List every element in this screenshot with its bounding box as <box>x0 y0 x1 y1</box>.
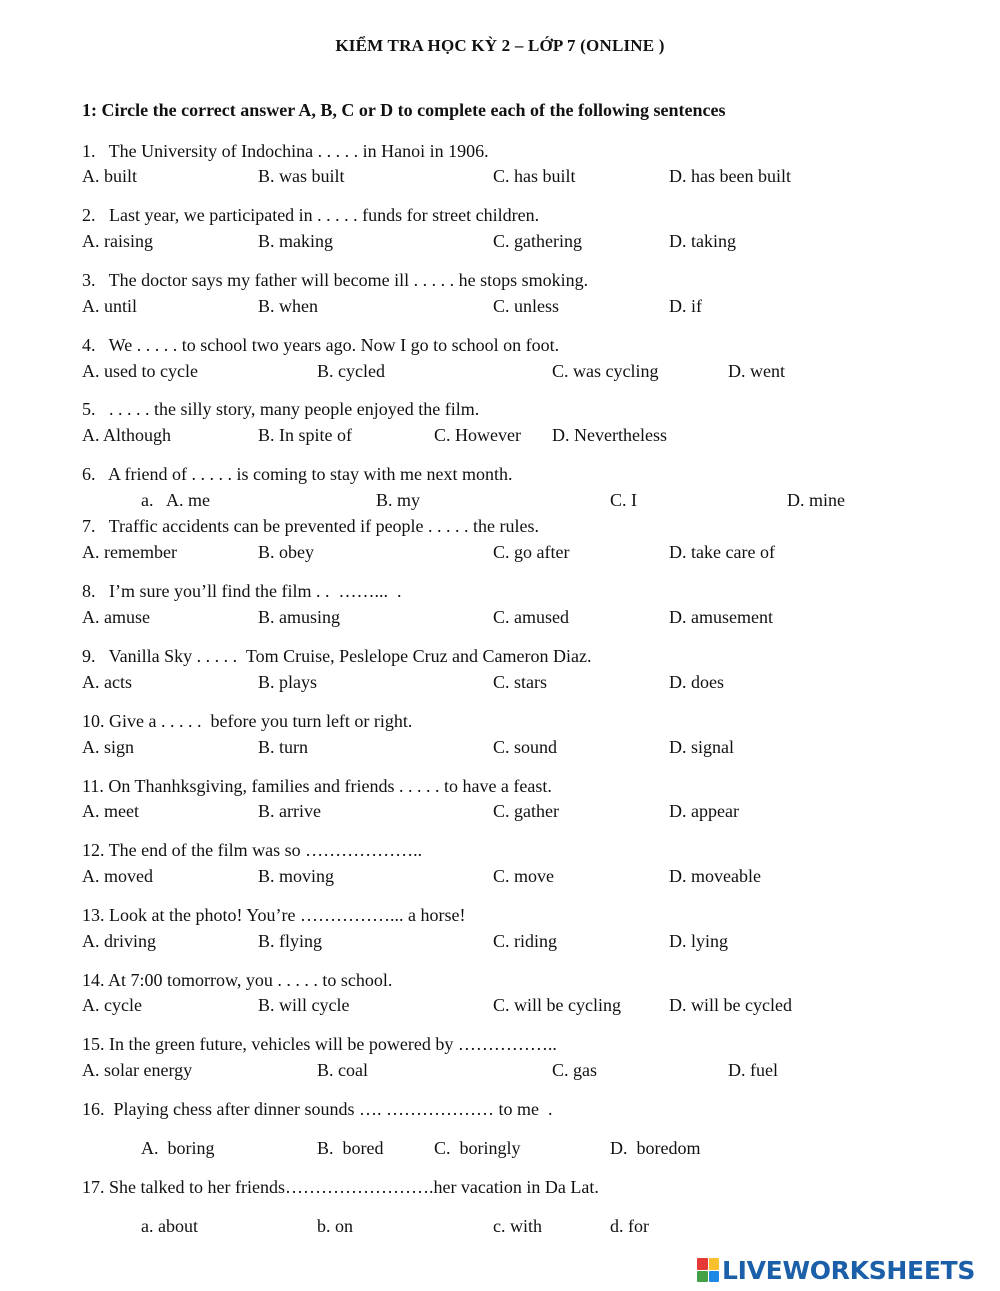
q2-option-b[interactable]: B. making <box>258 231 333 251</box>
q12-option-a[interactable]: A. moved <box>82 866 153 886</box>
q12-option-c[interactable]: C. move <box>493 866 554 886</box>
q5-option-c[interactable]: C. However <box>434 425 521 445</box>
q13-option-a[interactable]: A. driving <box>82 931 156 951</box>
question-12: 12. The end of the film was so ……………….. <box>82 840 423 860</box>
q15-option-b[interactable]: B. coal <box>317 1060 368 1080</box>
q16-option-b[interactable]: B. bored <box>317 1138 384 1158</box>
q9-option-a[interactable]: A. acts <box>82 672 132 692</box>
q8-option-b[interactable]: B. amusing <box>258 607 341 627</box>
question-14: 14. At 7:00 tomorrow, you . . . . . to school. <box>82 970 393 990</box>
q8-option-c[interactable]: C. amused <box>493 607 569 627</box>
question-13: 13. Look at the photo! You’re ……………... a horse! <box>82 905 466 925</box>
q5-option-d[interactable]: D. Nevertheless <box>552 425 667 445</box>
liveworksheets-logo-icon <box>697 1258 719 1282</box>
q10-option-d[interactable]: D. signal <box>669 737 734 757</box>
q1-option-c[interactable]: C. has built <box>493 166 576 186</box>
q5-option-b[interactable]: B. In spite of <box>258 425 352 445</box>
q8-option-d[interactable]: D. amusement <box>669 607 773 627</box>
q16-option-c[interactable]: C. boringly <box>434 1138 521 1158</box>
q15-option-a[interactable]: A. solar energy <box>82 1060 193 1080</box>
q2-option-c[interactable]: C. gathering <box>493 231 582 251</box>
q7-option-a[interactable]: A. remember <box>82 542 177 562</box>
q9-option-b[interactable]: B. plays <box>258 672 318 692</box>
q9-option-d[interactable]: D. does <box>669 672 724 692</box>
q15-option-d[interactable]: D. fuel <box>728 1060 778 1080</box>
q6-option-a[interactable]: a. A. me <box>141 490 210 510</box>
q11-option-d[interactable]: D. appear <box>669 801 739 821</box>
q8-option-a[interactable]: A. amuse <box>82 607 150 627</box>
question-11: 11. On Thanhksgiving, families and friends . . . . . to have a feast. <box>82 776 552 796</box>
q12-option-d[interactable]: D. moveable <box>669 866 761 886</box>
q10-option-a[interactable]: A. sign <box>82 737 135 757</box>
q17-option-d[interactable]: d. for <box>610 1216 649 1236</box>
q2-option-a[interactable]: A. raising <box>82 231 153 251</box>
question-10: 10. Give a . . . . . before you turn left or right. <box>82 711 413 731</box>
question-3: 3. The doctor says my father will become ill . . . . . he stops smoking. <box>82 270 589 290</box>
q3-option-b[interactable]: B. when <box>258 296 318 316</box>
q16-option-a[interactable]: A. boring <box>141 1138 215 1158</box>
question-1: 1. The University of Indochina . . . . . in Hanoi in 1906. <box>82 141 489 161</box>
question-8: 8. I’m sure you’ll find the film . . ……... . <box>82 581 402 601</box>
q6-option-d[interactable]: D. mine <box>787 490 845 510</box>
page-title: KIỂM TRA HỌC KỲ 2 – LỚP 7 (ONLINE ) <box>335 36 665 55</box>
question-4: 4. We . . . . . to school two years ago. Now I go to school on foot. <box>82 335 560 355</box>
question-6: 6. A friend of . . . . . is coming to stay with me next month. <box>82 464 513 484</box>
q4-option-b[interactable]: B. cycled <box>317 361 385 381</box>
q14-option-a[interactable]: A. cycle <box>82 995 142 1015</box>
logo-text: LIVEWORKSHEETS <box>722 1255 976 1285</box>
q11-option-c[interactable]: C. gather <box>493 801 559 821</box>
q1-option-b[interactable]: B. was built <box>258 166 345 186</box>
q4-option-d[interactable]: D. went <box>728 361 785 381</box>
q9-option-c[interactable]: C. stars <box>493 672 547 692</box>
q17-option-b[interactable]: b. on <box>317 1216 353 1236</box>
q7-option-d[interactable]: D. take care of <box>669 542 775 562</box>
q17-option-c[interactable]: c. with <box>493 1216 542 1236</box>
q6-option-c[interactable]: C. I <box>610 490 637 510</box>
q14-option-b[interactable]: B. will cycle <box>258 995 350 1015</box>
question-7: 7. Traffic accidents can be prevented if people . . . . . the rules. <box>82 516 540 536</box>
liveworksheets-logo <box>697 1256 975 1284</box>
q14-option-d[interactable]: D. will be cycled <box>669 995 792 1015</box>
q11-option-a[interactable]: A. meet <box>82 801 139 821</box>
question-16: 16. Playing chess after dinner sounds …. ……………… to me . <box>82 1099 553 1119</box>
q3-option-a[interactable]: A. until <box>82 296 138 316</box>
q14-option-c[interactable]: C. will be cycling <box>493 995 621 1015</box>
q6-option-b[interactable]: B. my <box>376 490 421 510</box>
question-2: 2. Last year, we participated in . . . . . funds for street children. <box>82 205 540 225</box>
q4-option-a[interactable]: A. used to cycle <box>82 361 198 381</box>
q5-option-a[interactable]: A. Although <box>82 425 172 445</box>
q15-option-c[interactable]: C. gas <box>552 1060 597 1080</box>
q17-option-a[interactable]: a. about <box>141 1216 198 1236</box>
q3-option-c[interactable]: C. unless <box>493 296 560 316</box>
question-9: 9. Vanilla Sky . . . . . Tom Cruise, Peslelope Cruz and Cameron Diaz. <box>82 646 592 666</box>
q1-option-d[interactable]: D. has been built <box>669 166 791 186</box>
q7-option-c[interactable]: C. go after <box>493 542 570 562</box>
q10-option-b[interactable]: B. turn <box>258 737 309 757</box>
q10-option-c[interactable]: C. sound <box>493 737 558 757</box>
q4-option-c[interactable]: C. was cycling <box>552 361 659 381</box>
q13-option-b[interactable]: B. flying <box>258 931 323 951</box>
question-5: 5. . . . . . the silly story, many people enjoyed the film. <box>82 399 480 419</box>
q12-option-b[interactable]: B. moving <box>258 866 335 886</box>
q2-option-d[interactable]: D. taking <box>669 231 736 251</box>
q3-option-d[interactable]: D. if <box>669 296 702 316</box>
q1-option-a[interactable]: A. built <box>82 166 138 186</box>
q7-option-b[interactable]: B. obey <box>258 542 314 562</box>
q13-option-c[interactable]: C. riding <box>493 931 558 951</box>
q11-option-b[interactable]: B. arrive <box>258 801 321 821</box>
section-instruction: 1: Circle the correct answer A, B, C or D to complete each of the following sentences <box>82 100 726 120</box>
q13-option-d[interactable]: D. lying <box>669 931 729 951</box>
question-15: 15. In the green future, vehicles will be powered by …………….. <box>82 1034 557 1054</box>
question-17: 17. She talked to her friends…………………….her vacation in Da Lat. <box>82 1177 599 1197</box>
q16-option-d[interactable]: D. boredom <box>610 1138 701 1158</box>
